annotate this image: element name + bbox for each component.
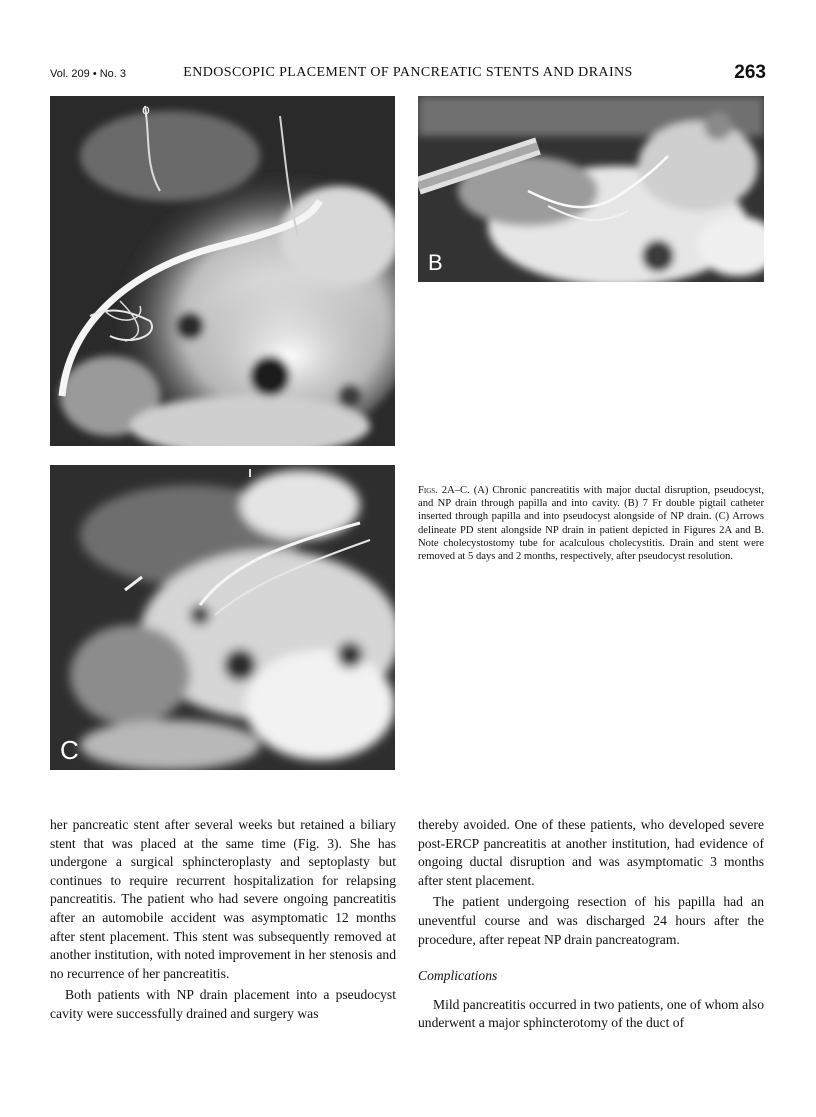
section-heading-complications: Complications xyxy=(418,968,498,984)
figure-2b-image xyxy=(418,96,764,282)
figure-2c-xray xyxy=(50,465,395,770)
figure-2c-image xyxy=(50,465,395,770)
svg-text:ϙ: ϙ xyxy=(142,101,150,117)
left-column xyxy=(50,816,396,1024)
figure-caption xyxy=(418,484,764,563)
running-title: ENDOSCOPIC PLACEMENT OF PANCREATIC STENTS AND DRAINS xyxy=(183,65,633,80)
volume-info: Vol. 209 • No. 3 xyxy=(50,68,127,80)
page-number: 263 xyxy=(734,62,766,83)
left-paragraph-2: Both patients with NP drain placement into a pseudocyst cavity were successfully drained and surgery was xyxy=(50,987,396,1021)
figure-2b-xray xyxy=(418,96,764,282)
right-paragraph-2: The patient undergoing resection of his papilla had an uneventful course and was discharged 24 hours after the procedure, after repeat NP drain pancreatogram. xyxy=(418,894,764,947)
figure-2a-image xyxy=(50,96,395,446)
figure-2a-xray xyxy=(50,96,395,446)
right-paragraph-3: Mild pancreatitis occurred in two patients, one of whom also underwent a major sphincterotomy of the duct of xyxy=(418,996,764,1031)
panel-b-label: B xyxy=(428,250,443,275)
running-head xyxy=(50,62,766,86)
caption-lead: Figs. 2A–C. xyxy=(418,485,470,496)
right-paragraph-1: thereby avoided. One of these patients, who developed severe post-ERCP pancreatitis at another institution, had evidence of ongoing ductal disruption and was asymptomatic 3 months after stent placement. xyxy=(418,817,764,888)
left-paragraph-1: her pancreatic stent after several weeks but retained a biliary stent that was placed at the same time (Fig. 3). She has undergone a surgical sphincteroplasty and septoplasty but continues to require recurrent hospitalization for relapsing pancreatitis. The patient who had severe ongoing pancreatitis after an automobile accident was asymptomatic 12 months after stent placement. This stent was subsequently removed at another institution, with noted improvement in her stenosis and no recurrence of her pancreatitis. xyxy=(50,817,396,981)
panel-c-label: C xyxy=(60,735,79,765)
right-column xyxy=(418,816,764,1033)
caption-text: (A) Chronic pancreatitis with major ductal disruption, pseudocyst, and NP drain through papilla and into cavity. (B) 7 Fr double pigtail catheter inserted through papilla and into pseudocyst alongside of NP drain. (C) Arrows delineate PD stent alongside NP drain in patient depicted in Figures 2A and B. Note cholecystostomy tube for acalculous cholecystitis. Drain and stent were removed at 5 days and 2 months, respectively, after pseudocyst resolution. xyxy=(418,485,764,563)
